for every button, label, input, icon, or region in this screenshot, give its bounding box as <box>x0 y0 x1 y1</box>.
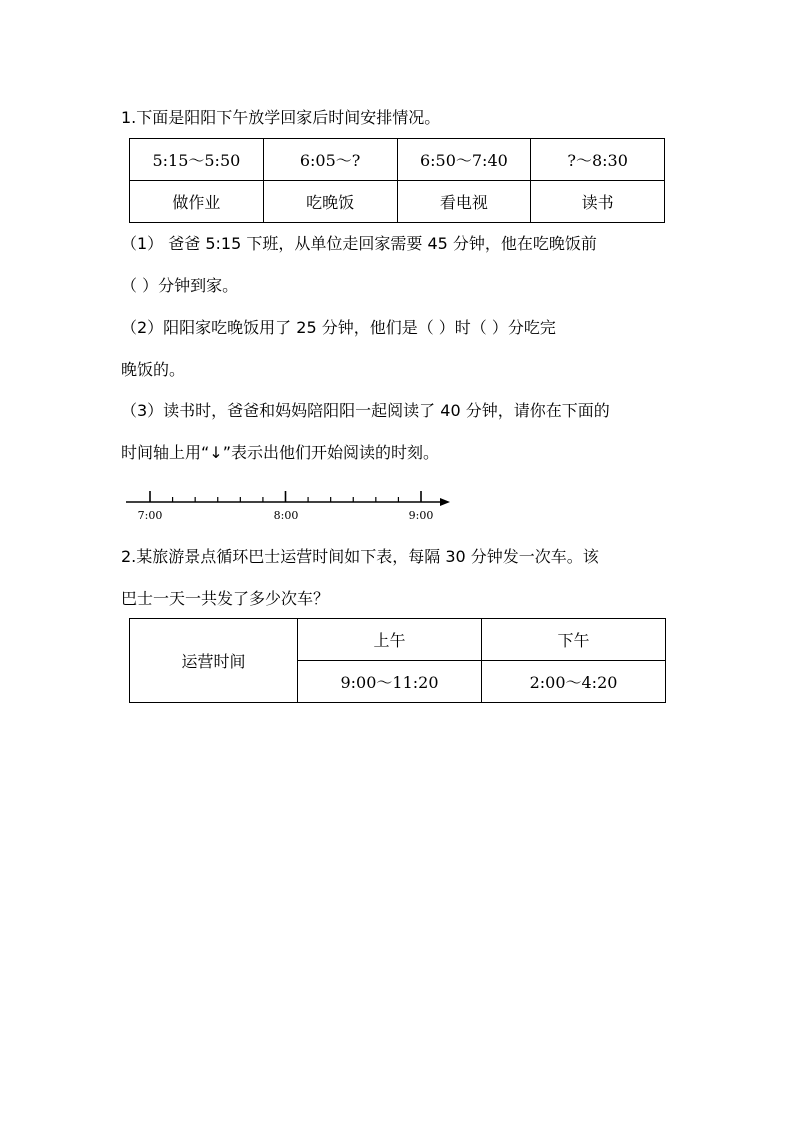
table-row <box>130 139 665 181</box>
activity-cell: 做作业 <box>130 181 264 223</box>
table-row <box>130 181 665 223</box>
tick-label-7: 7:00 <box>137 509 163 522</box>
row-label-cell: 运营时间 <box>130 619 298 703</box>
time-axis <box>120 486 460 526</box>
q1-sub3-line1: （3）读书时，爸爸和妈妈陪阳阳一起阅读了 40 分钟，请你在下面的 <box>121 401 610 420</box>
header-cell: 上午 <box>298 619 482 661</box>
value-cell: 2:00～4:20 <box>482 661 666 703</box>
q1-sub1-line1: （1） 爸爸 5:15 下班，从单位走回家需要 45 分钟，他在吃晚饭前 <box>121 234 597 253</box>
time-cell: 6:50～7:40 <box>397 139 531 181</box>
bus-schedule-table <box>129 618 666 703</box>
q1-sub2-line2: 晚饭的。 <box>121 360 186 379</box>
activity-cell: 吃晚饭 <box>263 181 397 223</box>
q2-line1: 2.某旅游景点循环巴士运营时间如下表，每隔 30 分钟发一次车。该 <box>121 547 599 566</box>
table-row <box>130 619 666 661</box>
q1-sub3-line2: 时间轴上用“↓”表示出他们开始阅读的时刻。 <box>121 443 439 462</box>
activity-cell: 读书 <box>531 181 665 223</box>
tick-label-9: 9:00 <box>408 509 434 522</box>
activity-cell: 看电视 <box>397 181 531 223</box>
header-cell: 下午 <box>482 619 666 661</box>
time-cell: 6:05～? <box>263 139 397 181</box>
value-cell: 9:00～11:20 <box>298 661 482 703</box>
time-cell: 5:15～5:50 <box>130 139 264 181</box>
q1-title: 1.下面是阳阳下午放学回家后时间安排情况。 <box>121 108 441 127</box>
axis-ticks <box>150 491 421 502</box>
q1-sub2-line1: （2）阳阳家吃晚饭用了 25 分钟，他们是（ ）时（ ）分吃完 <box>121 318 556 337</box>
q1-sub1-line2: （ ）分钟到家。 <box>121 276 239 295</box>
time-cell: ?～8:30 <box>531 139 665 181</box>
tick-label-8: 8:00 <box>273 509 299 522</box>
axis-arrow-icon <box>440 498 450 506</box>
schedule-table <box>129 138 665 223</box>
q2-line2: 巴士一天一共发了多少次车？ <box>121 589 330 608</box>
